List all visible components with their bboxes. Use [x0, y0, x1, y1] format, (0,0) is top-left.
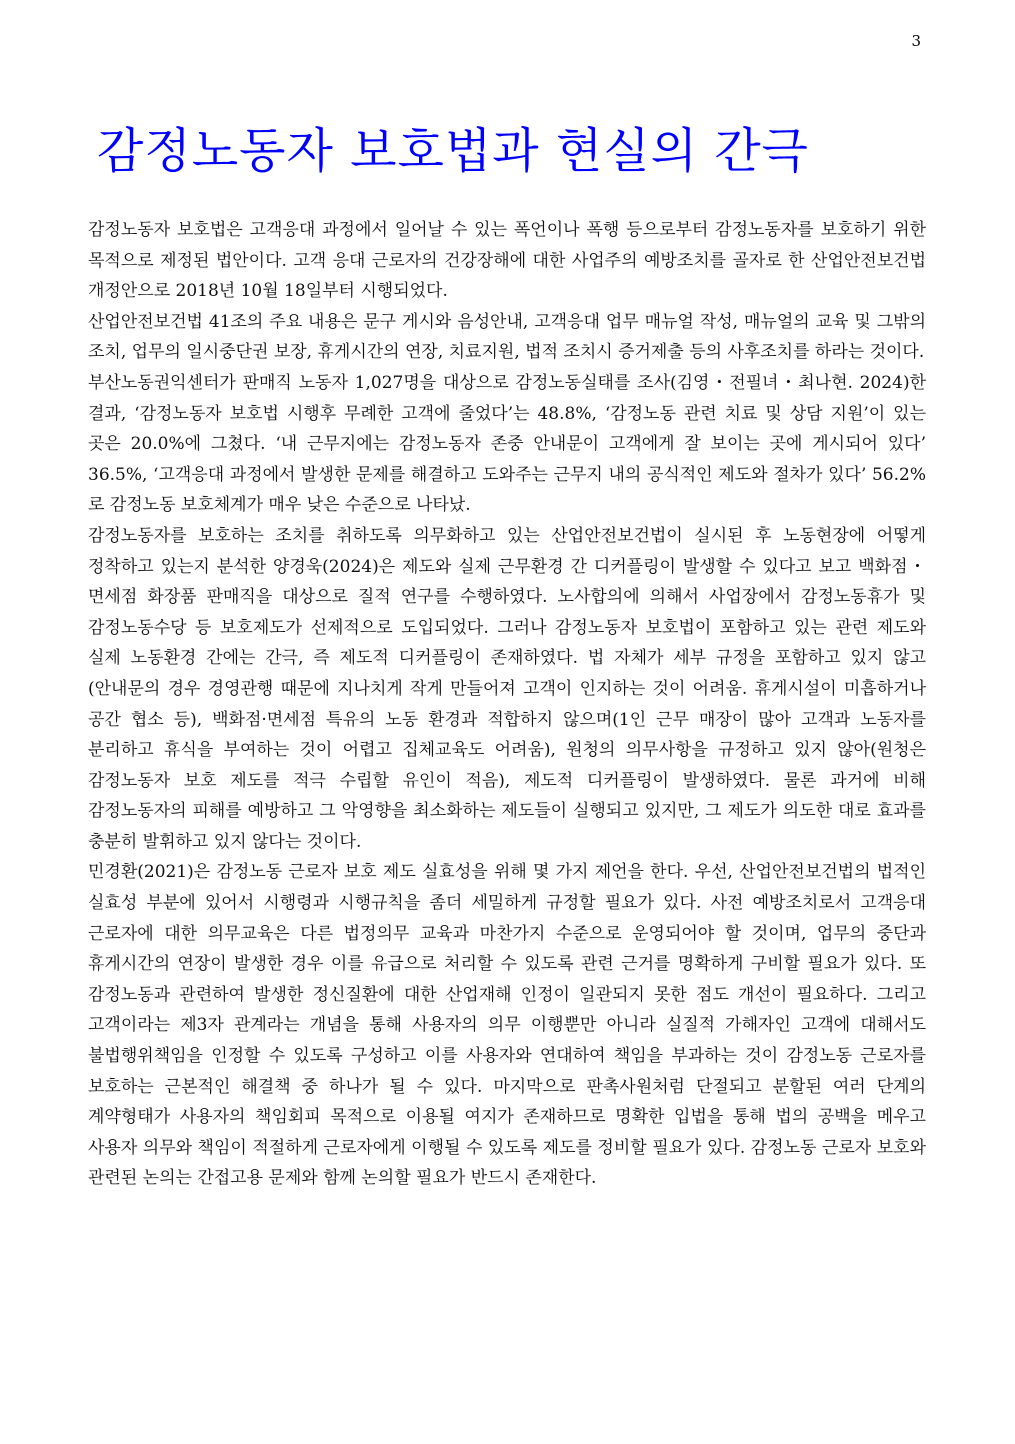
paragraph-5: 민경환(2021)은 감정노동 근로자 보호 제도 실효성을 위해 몇 가지 제언을 한다. 우선, 산업안전보건법의 법적인 실효성 부분에 있어서 시행령과 시행규칙을 좀더 세밀하게 규정할 필요가 있다. 사전 예방조치로서 고객응대 근로자에 대한 의무교육은 다른 법정의무 교육과 마찬가지 수준으로 운영되어야 할 것이며, 업무의 중단과 휴게시간의 연장이 발생한 경우 이를 유급으로 처리할 수 있도록 관련 근거를 명확하게 구비할 필요가 있다. 또 감정노동과 관련하여 발생한 정신질환에 대한 산업재해 인정이 일관되지 못한 점도 개선이 필요하다. 그리고 고객이라는 제3자 관계라는 개념을 통해 사용자의 의무 이행뿐만 아니라 실질적 가해자인 고객에 대해서도 불법행위책임을 인정할 수 있도록 구성하고 이를 사용자와 연대하여 책임을 부과하는 것이 감정노동 근로자를 보호하는 근본적인 해결책 중 하나가 될 수 있다. 마지막으로 판촉사원처럼 단절되고 분할된 여러 단계의 계약형태가 사용자의 책임회피 목적으로 이용될 여지가 존재하므로 명확한 입법을 통해 법의 공백을 메우고 사용자 의무와 책임이 적절하게 근로자에게 이행될 수 있도록 제도를 정비할 필요가 있다. 감정노동 근로자 보호와 관련된 논의는 간접고용 문제와 함께 논의할 필요가 반드시 존재한다. — [88, 862, 926, 1189]
document-body — [88, 215, 926, 1194]
paragraph-1: 감정노동자 보호법은 고객응대 과정에서 일어날 수 있는 폭언이나 폭행 등으로부터 감정노동자를 보호하기 위한 목적으로 제정된 법안이다. 고객 응대 근로자의 건강장해에 대한 사업주의 예방조치를 골자로 한 산업안전보건법 개정안으로 2018년 10월 18일부터 시행되었다. — [88, 220, 926, 302]
document-title: 감정노동자 보호법과 현실의 간극 — [97, 123, 809, 179]
paragraph-4: 감정노동자를 보호하는 조치를 취하도록 의무화하고 있는 산업안전보건법이 실시된 후 노동현장에 어떻게 정착하고 있는지 분석한 양경욱(2024)은 제도와 실제 근무환경 간 디커플링이 발생할 수 있다고 보고 백화점・면세점 화장품 판매직을 대상으로 질적 연구를 수행하였다. 노사합의에 의해서 사업장에서 감정노동휴가 및 감정노동수당 등 보호제도가 선제적으로 도입되었다. 그러나 감정노동자 보호법이 포함하고 있는 관련 제도와 실제 노동환경 간에는 간극, 즉 제도적 디커플링이 존재하였다. 법 자체가 세부 규정을 포함하고 있지 않고(안내문의 경우 경영관행 때문에 지나치게 작게 만들어져 고객이 인지하는 것이 어려움. 휴게시설이 미흡하거나 공간 협소 등), 백화점·면세점 특유의 노동 환경과 적합하지 않으며(1인 근무 매장이 많아 고객과 노동자를 분리하고 휴식을 부여하는 것이 어렵고 집체교육도 어려움), 원청의 의무사항을 규정하고 있지 않아(원청은 감정노동자 보호 제도를 적극 수립할 유인이 적음), 제도적 디커플링이 발생하였다. 물론 과거에 비해 감정노동자의 피해를 예방하고 그 악영향을 최소화하는 제도들이 실행되고 있지만, 그 제도가 의도한 대로 효과를 충분히 발휘하고 있지 않다는 것이다. — [88, 525, 926, 852]
paragraph-2: 산업안전보건법 41조의 주요 내용은 문구 게시와 음성안내, 고객응대 업무 매뉴얼 작성, 매뉴얼의 교육 및 그밖의 조치, 업무의 일시중단권 보장, 휴게시간의 연장, 치료지원, 법적 조치시 증거제출 등의 사후조치를 하라는 것이다. — [88, 311, 926, 363]
paragraph-3: 부산노동권익센터가 판매직 노동자 1,027명을 대상으로 감정노동실태를 조사(김영・전필녀・최나현. 2024)한 결과, ‘감정노동자 보호법 시행후 무례한 고객에 줄었다’는 48.8%, ‘감정노동 관련 치료 및 상담 지원’이 있는 곳은 20.0%에 그쳤다. ‘내 근무지에는 감정노동자 존중 안내문이 고객에게 잘 보이는 곳에 게시되어 있다’ 36.5%, ‘고객응대 과정에서 발생한 문제를 해결하고 도와주는 근무지 내의 공식적인 제도와 절차가 있다’ 56.2%로 감정노동 보호체계가 매우 낮은 수준으로 나타났. — [88, 372, 926, 516]
page-number: 3 — [911, 32, 921, 50]
